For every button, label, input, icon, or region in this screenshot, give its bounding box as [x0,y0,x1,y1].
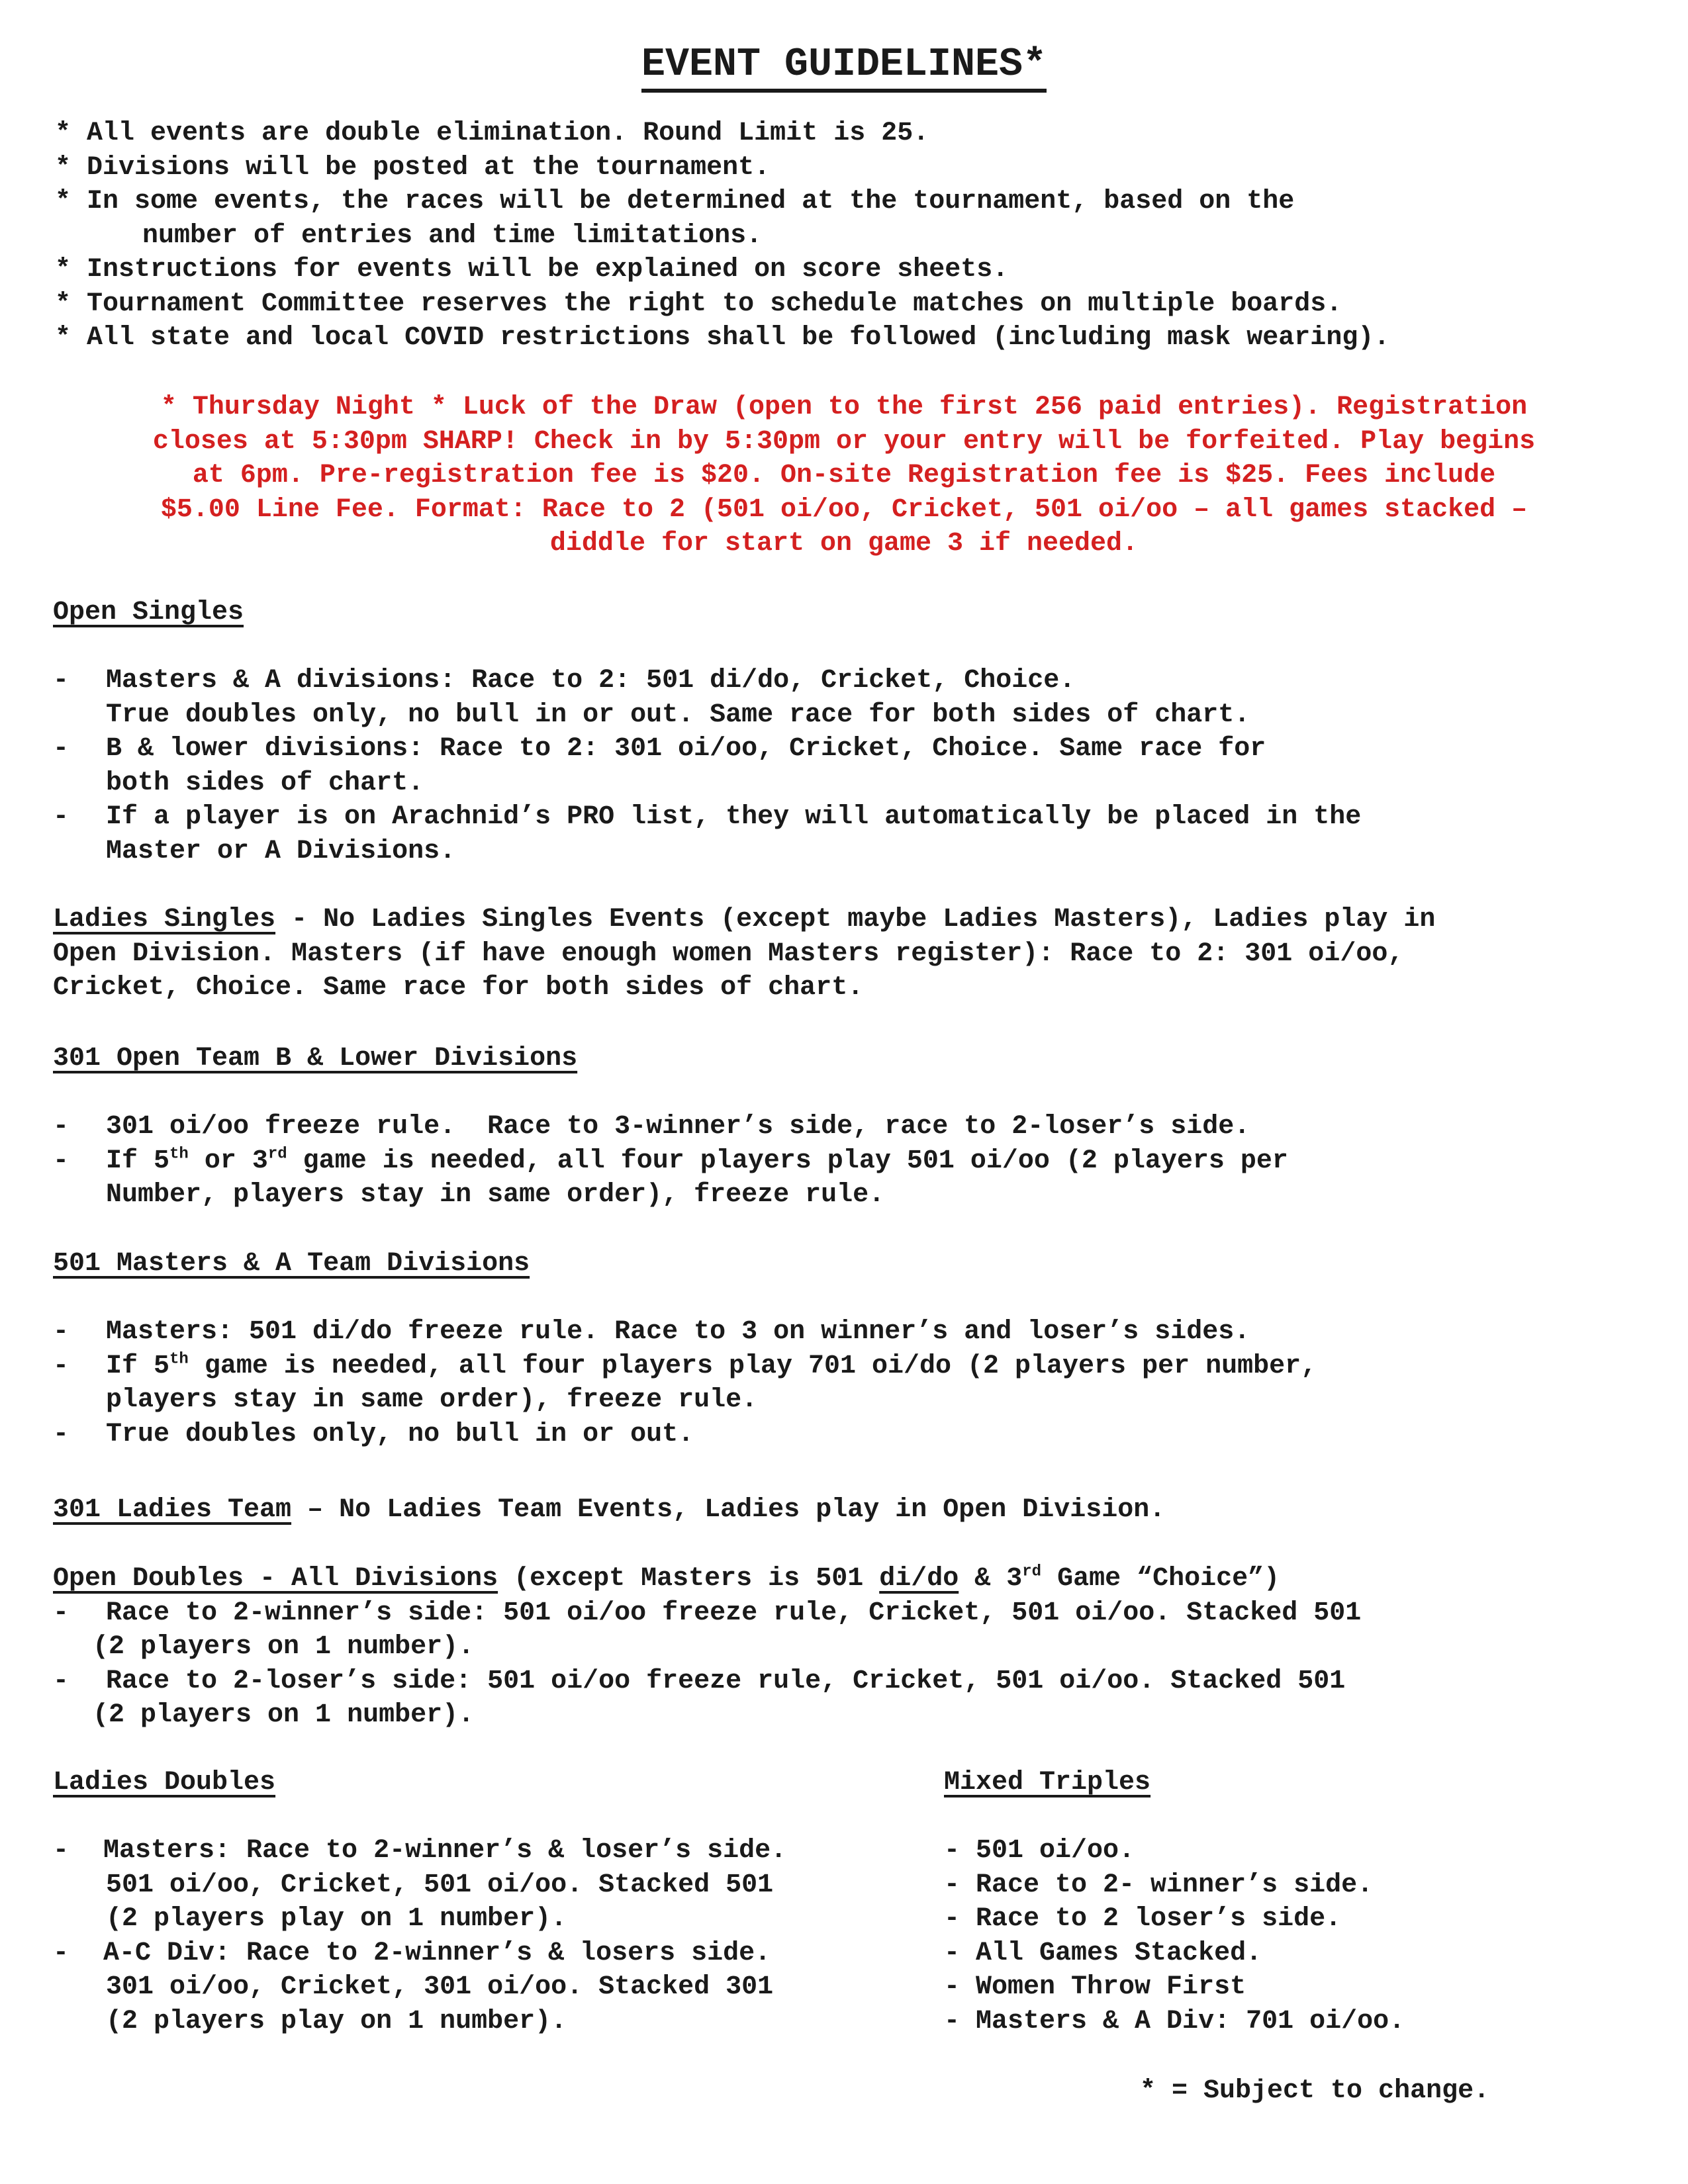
superscript: rd [267,1145,287,1163]
list-item-text: 501 oi/oo, Cricket, 501 oi/oo. Stacked 501 [106,1870,774,1900]
list-item-text: Masters: Race to 2-winner’s & loser’s side. [103,1836,787,1866]
list-item-text: (2 players on 1 number). [93,1700,475,1730]
list-item: - 501 oi/oo. [944,1836,1135,1866]
list-item-text: 301 oi/oo freeze rule. Race to 3-winner’s side, race to 2-loser’s side. [106,1112,1250,1142]
list-item [53,732,1655,800]
open-doubles-note: di/do [879,1564,959,1594]
list-item-text: Masters: 501 di/do freeze rule. Race to 3 on winner’s and loser’s sides. [106,1317,1250,1347]
list-item: - Masters & A Div: 701 oi/oo. [944,2006,1405,2036]
bullet-dash: - [53,1112,70,1142]
ladies-singles-section [53,903,1668,1005]
list-item-text: (2 players on 1 number). [93,1632,475,1662]
general-rule: * All state and local COVID restrictions shall be followed (including mask wearing). [55,323,1390,353]
open-doubles-note: Game “Choice”) [1041,1564,1280,1594]
general-rules [55,116,1644,355]
ladies-singles-text: - No Ladies Singles Events (except maybe Ladies Masters), Ladies play in [275,905,1436,934]
list-item [53,800,1655,868]
section-heading: 301 Ladies Team [53,1495,292,1525]
thursday-line: at 6pm. Pre-registration fee is $20. On-site Registration fee is $25. Fees include [192,461,1496,490]
list-item-text: B & lower divisions: Race to 2: 301 oi/oo, Cricket, Choice. Same race for [106,734,1266,764]
open-singles-section [53,596,1655,868]
list-item-text: game is needed, all four players play 701 oi/do (2 players per number, [188,1351,1317,1381]
bullet-dash: - [53,1419,70,1449]
footnote-text: * = Subject to change. [1140,2076,1490,2106]
section-heading: Ladies Doubles [53,1768,276,1797]
section-heading: 501 Masters & A Team Divisions [53,1249,530,1279]
list-item-text: If 5 [106,1146,170,1176]
bullet-dash: - [53,1317,70,1347]
footnote [1140,2074,1603,2109]
open-team-301-section [53,1042,1655,1212]
list-item [53,1315,1655,1349]
list-item-text: (2 players play on 1 number). [106,2006,567,2036]
mixed-triples-section [944,1766,1606,2038]
list-item-text: True doubles only, no bull in or out. Same race for both sides of chart. [106,700,1250,730]
list-item: - Race to 2- winner’s side. [944,1870,1374,1900]
list-item-text: (2 players play on 1 number). [106,1904,567,1934]
list-item: - All Games Stacked. [944,1938,1262,1968]
list-item [53,1110,1655,1144]
list-item-text: 301 oi/oo, Cricket, 301 oi/oo. Stacked 301 [106,1972,774,2002]
list-item [53,1834,914,1936]
list-item-text: Race to 2-winner’s side: 501 oi/oo freeze rule, Cricket, 501 oi/oo. Stacked 501 [106,1598,1362,1628]
open-doubles-note: & 3 [959,1564,1023,1594]
list-item [53,1664,1668,1733]
page-title [0,38,1688,91]
thursday-night-notice [26,390,1662,561]
list-item-text: Race to 2-loser’s side: 501 oi/oo freeze rule, Cricket, 501 oi/oo. Stacked 501 [106,1666,1346,1696]
thursday-line: closes at 5:30pm SHARP! Check in by 5:30pm or your entry will be forfeited. Play begins [152,426,1536,457]
general-rule-continuation: number of entries and time limitations. [142,220,763,251]
thursday-line: diddle for start on game 3 if needed. [549,529,1139,559]
general-rule: * All events are double elimination. Round Limit is 25. [55,118,929,148]
ladies-team-text: – No Ladies Team Events, Ladies play in Open Division. [291,1495,1166,1525]
bullet-dash: - [53,734,70,764]
bullet-dash: - [53,1938,70,1968]
thursday-line: * Thursday Night * Luck of the Draw (open to the first 256 paid entries). Registration [160,392,1528,422]
ladies-doubles-section [53,1766,914,2038]
list-item [53,1144,1655,1212]
list-item-text: players stay in same order), freeze rule. [106,1385,758,1415]
bullet-dash: - [53,1598,70,1628]
section-heading: Open Singles [53,598,244,627]
open-doubles-section [53,1562,1668,1733]
list-item-text: Number, players stay in same order), freeze rule. [106,1180,885,1210]
superscript: rd [1022,1563,1042,1581]
list-item-text: Master or A Divisions. [106,836,456,866]
ladies-singles-text: Open Division. Masters (if have enough women Masters register): Race to 2: 301 oi/oo, [53,938,1404,969]
section-heading: 301 Open Team B & Lower Divisions [53,1044,578,1073]
section-heading: Mixed Triples [944,1768,1151,1797]
general-rule: * Divisions will be posted at the tournament. [55,152,771,183]
superscript: th [169,1350,189,1369]
bullet-dash: - [53,1351,70,1381]
open-doubles-note: (except Masters is 501 [498,1564,880,1594]
list-item: - Women Throw First [944,1972,1246,2002]
list-item [53,1418,1655,1452]
section-heading: Open Doubles - All Divisions [53,1564,498,1594]
general-rule: * Instructions for events will be explained on score sheets. [55,255,1009,285]
section-heading: Ladies Singles [53,905,276,934]
bullet-dash: - [53,666,70,696]
ladies-singles-text: Cricket, Choice. Same race for both sides of chart. [53,973,864,1003]
list-item-text: If a player is on Arachnid’s PRO list, they will automatically be placed in the [106,802,1362,832]
bullet-dash: - [53,802,70,832]
bullet-dash: - [53,1666,70,1696]
list-item-text: game is needed, all four players play 501 oi/oo (2 players per [287,1146,1288,1176]
list-item: - Race to 2 loser’s side. [944,1904,1342,1934]
list-item-text: If 5 [106,1351,170,1381]
superscript: th [169,1145,189,1163]
list-item-text: True doubles only, no bull in or out. [106,1419,694,1449]
list-item-text: Masters & A divisions: Race to 2: 501 di/do, Cricket, Choice. [106,666,1076,696]
list-item [53,1349,1655,1418]
list-item [53,664,1655,732]
general-rule: * Tournament Committee reserves the right to schedule matches on multiple boards. [55,289,1342,319]
list-item-text: or 3 [188,1146,268,1176]
bullet-dash: - [53,1836,70,1866]
ladies-team-301-section [53,1493,1655,1527]
list-item [53,1936,914,2039]
page-title-text: EVENT GUIDELINES* [641,42,1047,93]
list-item-text: A-C Div: Race to 2-winner’s & losers side. [103,1938,771,1968]
list-item [53,1596,1668,1664]
general-rule: * In some events, the races will be determined at the tournament, based on the [55,187,1295,216]
list-item-text: both sides of chart. [106,768,424,798]
bullet-dash: - [53,1146,70,1176]
masters-team-501-section [53,1247,1655,1451]
thursday-line: $5.00 Line Fee. Format: Race to 2 (501 oi/oo, Cricket, 501 oi/oo – all games stacked – [160,494,1528,525]
